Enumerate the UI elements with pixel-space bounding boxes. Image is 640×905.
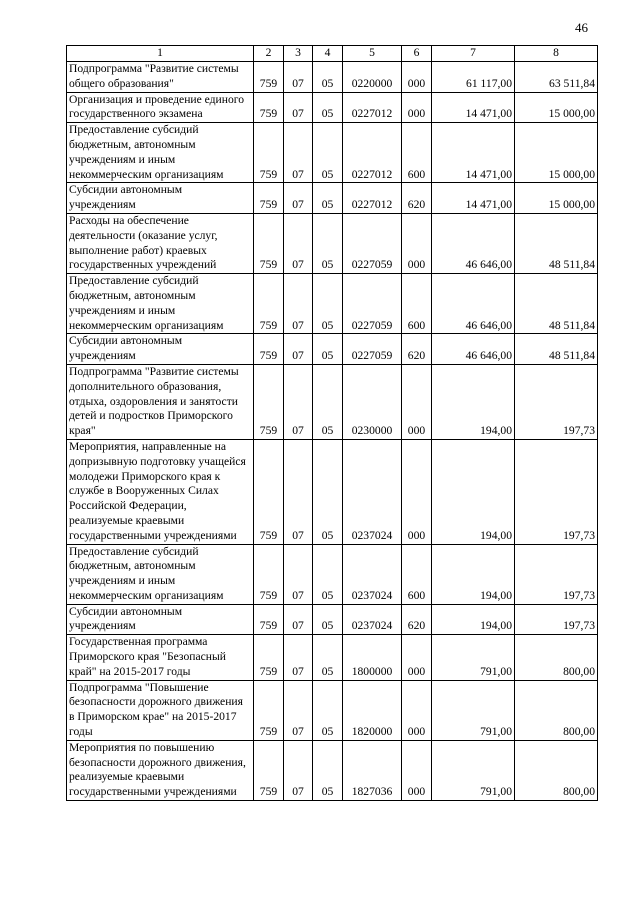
amount-year2-cell: 48 511,84 [515, 334, 598, 365]
target-article-cell: 0230000 [343, 364, 402, 439]
header-cell: 2 [254, 46, 284, 62]
expense-type-cell: 600 [402, 544, 432, 604]
subsection-code-cell: 05 [313, 274, 343, 334]
amount-year2-cell: 15 000,00 [515, 183, 598, 214]
ministry-code-cell: 759 [254, 62, 284, 93]
expense-name-cell: Предоставление субсидий бюджетным, автономным учреждениям и иным некоммерческим организациям [67, 544, 254, 604]
expense-name-cell: Предоставление субсидий бюджетным, автономным учреждениям и иным некоммерческим организациям [67, 274, 254, 334]
section-code-cell: 07 [284, 92, 313, 123]
amount-year1-cell: 194,00 [432, 439, 515, 544]
header-row [67, 46, 598, 62]
table-row [67, 123, 598, 183]
expense-name-cell: Расходы на обеспечение деятельности (оказание услуг, выполнение работ) краевых государственных учреждений [67, 213, 254, 273]
expense-type-cell: 620 [402, 183, 432, 214]
amount-year1-cell: 61 117,00 [432, 62, 515, 93]
amount-year2-cell: 197,73 [515, 604, 598, 635]
expense-type-cell: 600 [402, 123, 432, 183]
section-code-cell: 07 [284, 183, 313, 214]
table-row [67, 334, 598, 365]
amount-year1-cell: 791,00 [432, 635, 515, 680]
ministry-code-cell: 759 [254, 740, 284, 800]
amount-year2-cell: 15 000,00 [515, 92, 598, 123]
ministry-code-cell: 759 [254, 334, 284, 365]
expense-name-cell: Организация и проведение единого государственного экзамена [67, 92, 254, 123]
target-article-cell: 1820000 [343, 680, 402, 740]
target-article-cell: 1827036 [343, 740, 402, 800]
header-cell: 3 [284, 46, 313, 62]
expense-name-cell: Субсидии автономным учреждениям [67, 183, 254, 214]
section-code-cell: 07 [284, 62, 313, 93]
header-cell: 8 [515, 46, 598, 62]
page-number: 46 [575, 20, 588, 35]
table-row [67, 183, 598, 214]
ministry-code-cell: 759 [254, 274, 284, 334]
amount-year1-cell: 46 646,00 [432, 274, 515, 334]
amount-year1-cell: 194,00 [432, 544, 515, 604]
amount-year2-cell: 197,73 [515, 544, 598, 604]
expense-type-cell: 000 [402, 62, 432, 93]
ministry-code-cell: 759 [254, 439, 284, 544]
table-row [67, 604, 598, 635]
subsection-code-cell: 05 [313, 680, 343, 740]
subsection-code-cell: 05 [313, 213, 343, 273]
table-row [67, 439, 598, 544]
ministry-code-cell: 759 [254, 183, 284, 214]
table-row [67, 213, 598, 273]
target-article-cell: 0227012 [343, 123, 402, 183]
amount-year1-cell: 14 471,00 [432, 183, 515, 214]
subsection-code-cell: 05 [313, 183, 343, 214]
expense-type-cell: 000 [402, 680, 432, 740]
section-code-cell: 07 [284, 635, 313, 680]
target-article-cell: 0227059 [343, 213, 402, 273]
amount-year1-cell: 14 471,00 [432, 92, 515, 123]
amount-year1-cell: 791,00 [432, 740, 515, 800]
ministry-code-cell: 759 [254, 92, 284, 123]
target-article-cell: 0237024 [343, 439, 402, 544]
expense-type-cell: 620 [402, 334, 432, 365]
amount-year2-cell: 197,73 [515, 439, 598, 544]
section-code-cell: 07 [284, 364, 313, 439]
expense-name-cell: Подпрограмма "Развитие системы дополнительного образования, отдыха, оздоровления и занятости детей и подростков Приморского края" [67, 364, 254, 439]
ministry-code-cell: 759 [254, 364, 284, 439]
table-row [67, 635, 598, 680]
target-article-cell: 0227012 [343, 92, 402, 123]
header-cell: 4 [313, 46, 343, 62]
section-code-cell: 07 [284, 213, 313, 273]
subsection-code-cell: 05 [313, 364, 343, 439]
subsection-code-cell: 05 [313, 123, 343, 183]
expense-name-cell: Подпрограмма "Развитие системы общего образования" [67, 62, 254, 93]
amount-year2-cell: 800,00 [515, 680, 598, 740]
expense-type-cell: 000 [402, 635, 432, 680]
subsection-code-cell: 05 [313, 740, 343, 800]
ministry-code-cell: 759 [254, 635, 284, 680]
section-code-cell: 07 [284, 274, 313, 334]
target-article-cell: 0220000 [343, 62, 402, 93]
amount-year2-cell: 800,00 [515, 740, 598, 800]
expense-type-cell: 620 [402, 604, 432, 635]
expense-name-cell: Мероприятия, направленные на допризывную подготовку учащейся молодежи Приморского края к службе в Вооруженных Силах Российской Федерации, реализуемые краевыми государственными учреждениями [67, 439, 254, 544]
section-code-cell: 07 [284, 680, 313, 740]
expense-name-cell: Субсидии автономным учреждениям [67, 604, 254, 635]
ministry-code-cell: 759 [254, 213, 284, 273]
expense-type-cell: 000 [402, 92, 432, 123]
amount-year1-cell: 791,00 [432, 680, 515, 740]
target-article-cell: 1800000 [343, 635, 402, 680]
subsection-code-cell: 05 [313, 334, 343, 365]
table-row [67, 680, 598, 740]
amount-year2-cell: 48 511,84 [515, 213, 598, 273]
expense-type-cell: 000 [402, 364, 432, 439]
amount-year2-cell: 800,00 [515, 635, 598, 680]
section-code-cell: 07 [284, 123, 313, 183]
expense-name-cell: Государственная программа Приморского края "Безопасный край" на 2015-2017 годы [67, 635, 254, 680]
subsection-code-cell: 05 [313, 439, 343, 544]
ministry-code-cell: 759 [254, 544, 284, 604]
table-row [67, 274, 598, 334]
header-cell: 1 [67, 46, 254, 62]
ministry-code-cell: 759 [254, 680, 284, 740]
amount-year1-cell: 14 471,00 [432, 123, 515, 183]
ministry-code-cell: 759 [254, 604, 284, 635]
expense-type-cell: 000 [402, 439, 432, 544]
subsection-code-cell: 05 [313, 604, 343, 635]
amount-year2-cell: 48 511,84 [515, 274, 598, 334]
header-cell: 5 [343, 46, 402, 62]
subsection-code-cell: 05 [313, 92, 343, 123]
table-row [67, 364, 598, 439]
amount-year1-cell: 46 646,00 [432, 213, 515, 273]
table-row [67, 92, 598, 123]
subsection-code-cell: 05 [313, 62, 343, 93]
expense-name-cell: Предоставление субсидий бюджетным, автономным учреждениям и иным некоммерческим организациям [67, 123, 254, 183]
section-code-cell: 07 [284, 439, 313, 544]
expense-type-cell: 000 [402, 740, 432, 800]
amount-year1-cell: 46 646,00 [432, 334, 515, 365]
target-article-cell: 0227012 [343, 183, 402, 214]
target-article-cell: 0227059 [343, 334, 402, 365]
section-code-cell: 07 [284, 334, 313, 365]
amount-year1-cell: 194,00 [432, 364, 515, 439]
table-row [67, 544, 598, 604]
amount-year2-cell: 63 511,84 [515, 62, 598, 93]
budget-table [66, 45, 598, 801]
expense-name-cell: Мероприятия по повышению безопасности дорожного движения, реализуемые краевыми государственными учреждениями [67, 740, 254, 800]
expense-type-cell: 600 [402, 274, 432, 334]
section-code-cell: 07 [284, 544, 313, 604]
amount-year2-cell: 197,73 [515, 364, 598, 439]
table-row [67, 740, 598, 800]
amount-year2-cell: 15 000,00 [515, 123, 598, 183]
header-cell: 7 [432, 46, 515, 62]
section-code-cell: 07 [284, 740, 313, 800]
target-article-cell: 0227059 [343, 274, 402, 334]
expense-type-cell: 000 [402, 213, 432, 273]
target-article-cell: 0237024 [343, 604, 402, 635]
header-cell: 6 [402, 46, 432, 62]
expense-name-cell: Субсидии автономным учреждениям [67, 334, 254, 365]
target-article-cell: 0237024 [343, 544, 402, 604]
table-row [67, 62, 598, 93]
section-code-cell: 07 [284, 604, 313, 635]
expense-name-cell: Подпрограмма "Повышение безопасности дорожного движения в Приморском крае" на 2015-2017 годы [67, 680, 254, 740]
ministry-code-cell: 759 [254, 123, 284, 183]
amount-year1-cell: 194,00 [432, 604, 515, 635]
subsection-code-cell: 05 [313, 635, 343, 680]
subsection-code-cell: 05 [313, 544, 343, 604]
